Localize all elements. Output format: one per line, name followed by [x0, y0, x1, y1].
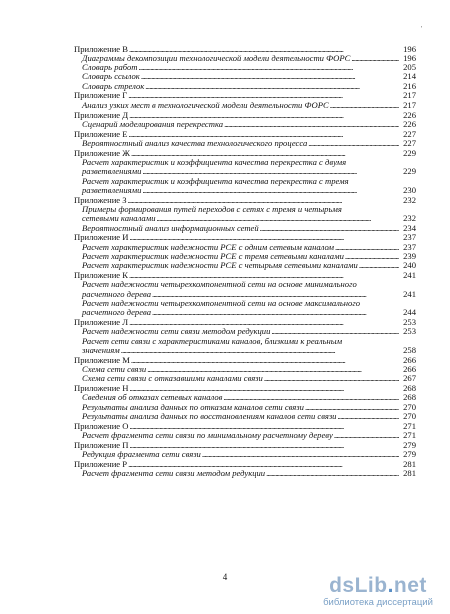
- toc-page-number: 281: [403, 459, 416, 470]
- toc-page-number: 227: [403, 137, 416, 148]
- toc-page-number: 271: [403, 420, 416, 431]
- toc-page-number: 240: [403, 260, 416, 271]
- toc-page-number: 214: [403, 71, 416, 82]
- toc-entry: [74, 177, 416, 196]
- watermark-logo: dsLib.net: [329, 574, 427, 597]
- toc-entry-title: Результаты анализа данных по отказам каналов сети связи: [82, 401, 304, 412]
- toc-entry-title: Расчет характеристик надежности РСЕ с тремя сетевыми каналами: [82, 251, 344, 262]
- toc-page-number: 241: [403, 288, 416, 299]
- toc-entry-title-line: Расчет сети связи с характеристиками каналов, близкими к реальным: [82, 335, 343, 346]
- toc-section-title: Приложение Д: [74, 109, 129, 120]
- toc-entry-title-line: Расчет характеристик и коэффициента качества перекрестка с двумя: [82, 157, 347, 168]
- toc-page-number: 253: [403, 317, 416, 328]
- toc-page-number: 232: [403, 213, 416, 224]
- toc-section-title: Приложение К: [74, 270, 129, 281]
- dot-leader: [260, 224, 399, 233]
- toc-entry: [74, 158, 416, 177]
- dot-leader: [141, 72, 399, 81]
- toc-entry: [74, 337, 416, 356]
- toc-entry-title: Вероятностный анализ качества технологического процесса: [82, 137, 308, 148]
- dot-leader: [202, 450, 399, 459]
- toc-page-number: 227: [403, 128, 416, 139]
- toc-entry-title: Редукция фрагмента сети связи: [82, 449, 201, 460]
- toc-entry: [74, 280, 416, 299]
- toc-entry-title: Схема сети связи: [82, 364, 147, 375]
- toc-page-number: 226: [403, 118, 416, 129]
- toc-section-title: Приложение М: [74, 354, 130, 365]
- toc-entry-title: Словарь работ: [82, 62, 138, 73]
- toc-page-number: 267: [403, 373, 416, 384]
- toc-entry-title: значениям: [82, 345, 120, 355]
- toc-section-title: Приложение Г: [74, 90, 128, 101]
- toc-entry-title: Вероятностный анализ информационных сетей: [82, 222, 259, 233]
- toc-page-number: 268: [403, 383, 416, 394]
- toc-page-number: 270: [403, 411, 416, 422]
- dot-leader: [131, 356, 399, 365]
- toc-page-number: 253: [403, 326, 416, 337]
- toc-entry: [74, 412, 416, 421]
- toc-page-number: 234: [403, 222, 416, 233]
- toc-page-number: 217: [403, 90, 416, 101]
- dot-leader: [337, 412, 399, 421]
- toc-page-number: 205: [403, 62, 416, 73]
- toc-page-number: 237: [403, 232, 416, 243]
- toc-page-number: 279: [403, 439, 416, 450]
- toc-page-number: 226: [403, 109, 416, 120]
- toc-entry-title: расчетного дерева: [82, 307, 152, 318]
- toc-page-number: 232: [403, 194, 416, 205]
- dot-leader: [359, 261, 399, 270]
- toc-entry-title: Расчет фрагмента сети связи по минимальному расчетному дереву: [82, 430, 333, 441]
- toc-section-title: Приложение Ж: [74, 147, 130, 158]
- toc-entry-continuation: [82, 346, 416, 355]
- toc-entry-title: Расчет характеристик надежности РСЕ с четырьмя сетевыми каналами: [82, 260, 358, 271]
- watermark-tagline: библиотека диссертаций: [323, 597, 433, 608]
- toc-entry-title-line: Расчет надежности четырехкомпонентной сети на основе минимального: [82, 279, 357, 290]
- dot-leader: [308, 139, 399, 148]
- dot-leader: [142, 186, 399, 195]
- toc-entry-title: разветвлениями: [82, 166, 142, 177]
- toc-page-number: 196: [403, 52, 416, 63]
- dot-leader: [264, 374, 399, 383]
- toc-entry-title: сетевыми каналами: [82, 213, 156, 224]
- toc-section-title: Приложение Е: [74, 128, 128, 139]
- toc-entry-title: Сценарий моделирования перекрестка: [82, 118, 224, 129]
- toc-entry: [74, 139, 416, 148]
- toc-page-number: 196: [403, 43, 416, 54]
- dot-leader: [266, 469, 399, 478]
- toc-page-number: 229: [403, 147, 416, 158]
- toc-entry: [74, 101, 416, 110]
- toc-page-number: 241: [403, 270, 416, 281]
- toc-page-number: 270: [403, 401, 416, 412]
- watermark: [314, 575, 442, 608]
- toc-entry-title: Словарь ссылок: [82, 71, 140, 82]
- toc-page-number: 266: [403, 364, 416, 375]
- toc-page-number: 237: [403, 241, 416, 252]
- toc-page-number: 230: [403, 184, 416, 195]
- dot-leader: [330, 101, 399, 110]
- dot-leader: [121, 346, 399, 355]
- toc-entry: [74, 299, 416, 318]
- toc-page-number: 271: [403, 430, 416, 441]
- dot-leader: [351, 54, 399, 63]
- dot-leader: [139, 63, 399, 72]
- dot-leader: [224, 120, 399, 129]
- table-of-contents: [74, 44, 416, 479]
- toc-section-title: Приложение З: [74, 194, 127, 205]
- toc-entry-title: Диаграммы декомпозиции технологической модели деятельности ФОРС: [82, 52, 351, 63]
- toc-entry-title: Анализ узких мест в технологической модели деятельности ФОРС: [82, 99, 329, 110]
- toc-page-number: 229: [403, 166, 416, 177]
- toc-section-title: Приложение Р: [74, 459, 128, 470]
- dot-leader: [335, 243, 399, 252]
- toc-entry-title-line: Расчет характеристик и коэффициента качества перекрестка с тремя: [82, 175, 349, 186]
- toc-section-title: Приложение В: [74, 43, 129, 54]
- toc-entry-title: Расчет надежности сети связи методом редукции: [82, 326, 271, 337]
- toc-page-number: 239: [403, 251, 416, 262]
- toc-entry-title-line: Расчет надежности четырехкомпонентной сети на основе максимального: [82, 298, 360, 309]
- toc-section-title: Приложение И: [74, 232, 129, 243]
- toc-entry-continuation: [82, 308, 416, 317]
- toc-entry-title: расчетного дерева: [82, 288, 152, 299]
- toc-section-title: Приложение П: [74, 439, 129, 450]
- toc-entry-title: Словарь стрелок: [82, 80, 145, 91]
- page-number: 4: [222, 572, 228, 582]
- toc-page-number: 268: [403, 392, 416, 403]
- toc-page-number: 258: [403, 345, 416, 355]
- toc-entry-title: Расчет характеристик надежности РСЕ с одним сетевым каналом: [82, 241, 334, 252]
- toc-entry-title-line: Примеры формирования путей переходов с сетях с тремя и четырьмя: [82, 204, 342, 215]
- toc-entry-title: Расчет фрагмента сети связи методом редукции: [82, 468, 266, 479]
- toc-entry-title: Сведения об отказах сетевых каналов: [82, 392, 223, 403]
- toc-page-number: 281: [403, 468, 416, 479]
- toc-entry: [74, 469, 416, 478]
- toc-page-number: 244: [403, 307, 416, 318]
- dot-leader: [152, 308, 399, 317]
- toc-page-number: 217: [403, 99, 416, 110]
- toc-entry-continuation: [82, 186, 416, 195]
- toc-page-number: 216: [403, 80, 416, 91]
- toc-section-title: Приложение Н: [74, 383, 129, 394]
- corner-mark: ': [421, 25, 423, 33]
- toc-section-title: Приложение О: [74, 420, 129, 431]
- toc-entry-title: разветвлениями: [82, 184, 142, 195]
- toc-section-title: Приложение Л: [74, 317, 129, 328]
- toc-entry: [74, 120, 416, 129]
- toc-page-number: 279: [403, 449, 416, 460]
- dot-leader: [145, 82, 399, 91]
- toc-page-number: 266: [403, 354, 416, 365]
- toc-entry-title: Схема сети связи с отказавшими каналами связи: [82, 373, 263, 384]
- dot-leader: [334, 431, 399, 440]
- toc-entry-title: Результаты анализа данных по восстановлениям каналов сети связи: [82, 411, 337, 422]
- toc-entry: [74, 205, 416, 224]
